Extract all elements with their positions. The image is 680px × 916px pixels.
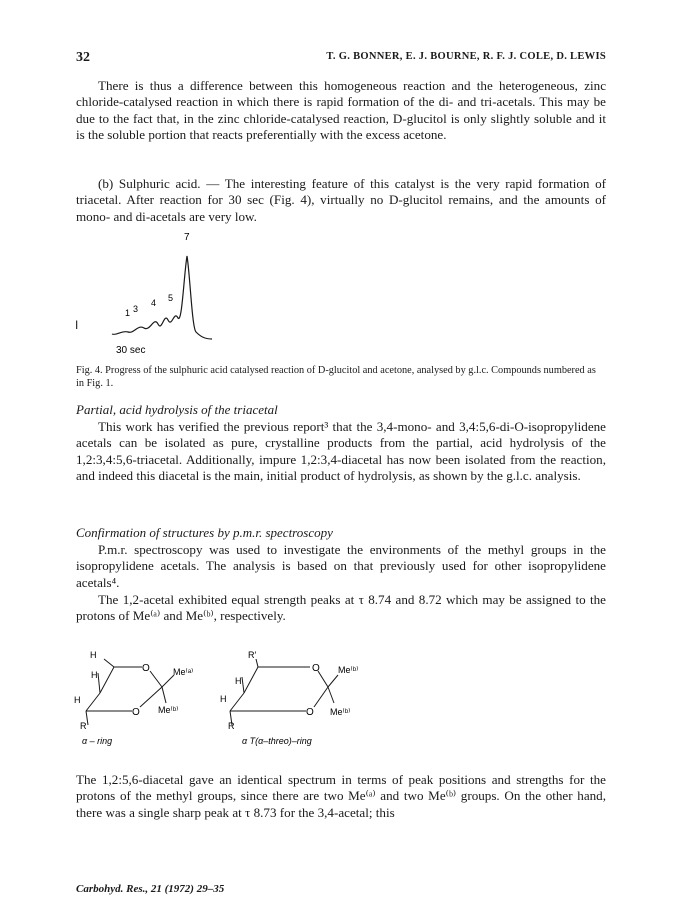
figure-4-caption: Fig. 4. Progress of the sulphuric acid catalysed reaction of D-glucitol and acetone, analysed by g.l.c. Compounds numbered as in Fig. 1. <box>76 365 596 390</box>
journal-footer: Carbohyd. Res., 21 (1972) 29–35 <box>76 883 225 895</box>
left-r: R <box>80 721 87 731</box>
right-r: R <box>228 721 235 731</box>
injection-mark: I <box>75 318 79 332</box>
figure-4-chromatogram <box>100 228 240 356</box>
time-label: 30 sec <box>116 345 146 356</box>
left-h-mid: H <box>91 670 98 680</box>
right-o-bottom: O <box>306 707 314 718</box>
left-h-top: H <box>90 650 97 660</box>
right-me-b-bottom: Me⁽ᵇ⁾ <box>330 707 351 717</box>
threo-ring-structure <box>230 659 338 725</box>
alpha-ring-structure <box>86 659 174 725</box>
section-heading-partial-hydrolysis: Partial, acid hydrolysis of the triacetal <box>76 402 278 417</box>
paragraph-diacetal: The 1,2:5,6-diacetal gave an identical spectrum in terms of peak positions and strengths for the protons of the methyl groups, since there are two Me⁽ᵃ⁾ and two Me⁽ᵇ⁾ groups. On the other hand, there was a single sharp peak at τ 8.73 for the 3,4-acetal; this <box>76 772 606 820</box>
paragraph-partial-hydrolysis: This work has verified the previous report³ that the 3,4-mono- and 3,4:5,6-di-O-isopropylidene acetals can be isolated as pure, crystalline products from the partial, acid hydrolysis of the 1,2:3,4:5,6-triacetal. Additionally, impure 1,2:3,4-diacetal has now been isolated from the reaction, and indeed this diacetal is the main, initial product of hydrolysis, as shown by the g.l.c. analysis. <box>76 419 606 484</box>
threo-ring-label: α T(α–threo)–ring <box>242 736 312 746</box>
right-me-b-top: Me⁽ᵇ⁾ <box>338 665 359 675</box>
peak-label-1: 1 <box>125 308 131 318</box>
paragraph-sulphuric-acid: (b) Sulphuric acid. — The interesting feature of this catalyst is the very rapid formation of triacetal. After reaction for 30 sec (Fig. 4), virtually no D-glucitol remains, and the amounts of mono- and di-acetals are very low. <box>76 176 606 224</box>
right-r-prime: R′ <box>248 650 257 660</box>
chromatogram-trace <box>112 256 212 339</box>
page-number: 32 <box>76 50 90 65</box>
right-o-top: O <box>312 663 320 674</box>
peak-label-7: 7 <box>184 232 190 243</box>
paragraph-homogeneous-reaction: There is thus a difference between this homogeneous reaction and the heterogeneous, zinc chloride-catalysed reaction in which there is rapid formation of the di- and tri-acetals. This may be due to the fact that, in the zinc chloride-catalysed reaction, D-glucitol is only slightly soluble and it is the soluble portion that reacts preferentially with the excess acetone. <box>76 78 606 143</box>
paragraph-pmr: P.m.r. spectroscopy was used to investigate the environments of the methyl groups in the isopropylidene acetals. The analysis is based on that previously used for other isopropylidene acetals⁴. <box>76 542 606 590</box>
peak-label-3: 3 <box>133 304 139 314</box>
peak-label-4: 4 <box>151 298 157 308</box>
section-heading-pmr: Confirmation of structures by p.m.r. spectroscopy <box>76 525 333 540</box>
left-o-bottom: O <box>132 707 140 718</box>
right-h-low: H <box>220 694 227 704</box>
left-me-a: Me⁽ᵃ⁾ <box>173 667 194 677</box>
paragraph-1-2-acetal: The 1,2-acetal exhibited equal strength peaks at τ 8.74 and 8.72 which may be assigned to the protons of Me⁽ᵃ⁾ and Me⁽ᵇ⁾, respectively. <box>76 592 606 624</box>
acetal-structures <box>76 645 376 757</box>
running-authors: T. G. BONNER, E. J. BOURNE, R. F. J. COLE, D. LEWIS <box>326 51 606 62</box>
peak-label-5: 5 <box>168 293 174 303</box>
right-h-mid: H <box>235 676 242 686</box>
left-h-low: H <box>74 695 81 705</box>
left-me-b: Me⁽ᵇ⁾ <box>158 705 179 715</box>
left-o-top: O <box>142 663 150 674</box>
alpha-ring-label: α – ring <box>82 736 113 746</box>
